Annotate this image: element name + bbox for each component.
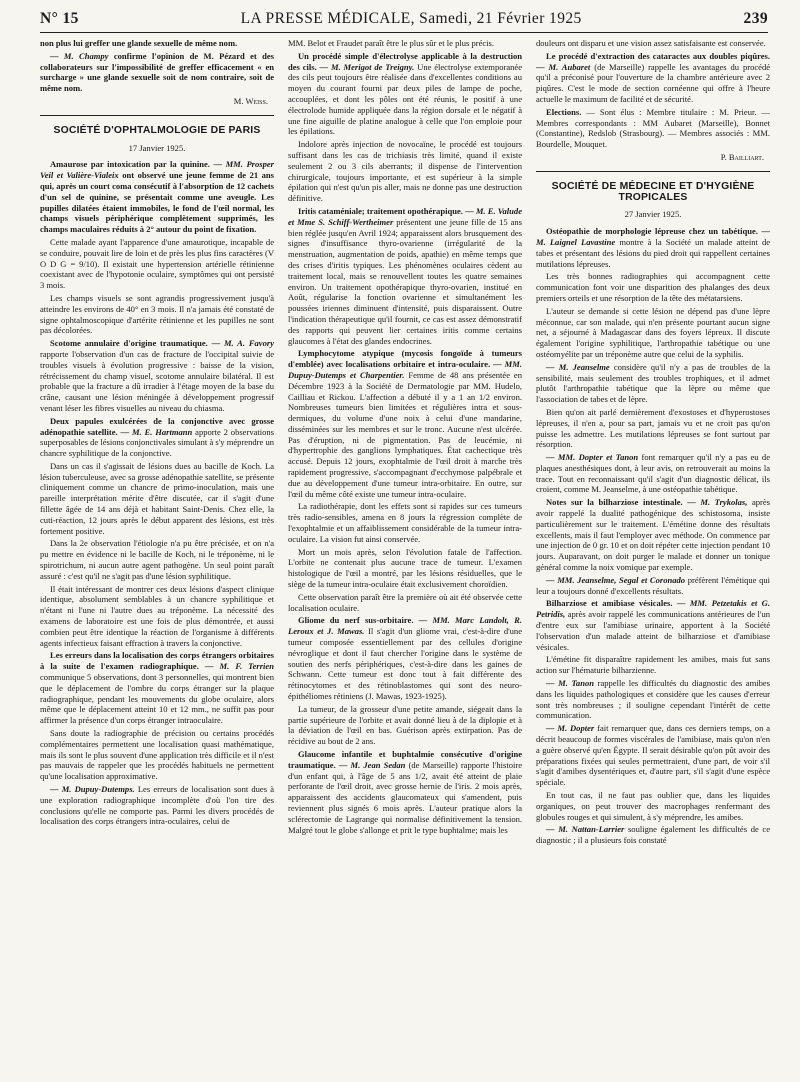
journal-title: LA PRESSE MÉDICALE, Samedi, 21 Février 1925	[240, 10, 582, 27]
paragraph: Cette observation paraît être la première où ait été observée cette localisation oculaire.	[288, 591, 522, 613]
paragraph: — MM. Dopter et Tanon font remarquer qu'il n'y a pas eu de plaques anesthésiques dont, à leur avis, on retrouverait au moins la trace. Tout en reconnaissant qu'il s'agit d'un diagnostic délicat, ils croient, comme M. Jeanselme, à une ostéopathie tabétique.	[536, 452, 770, 495]
paragraph: — M. Champy confirme l'opinion de M. Pézard et des collaborateurs sur l'impossibilité de greffer efficacement « en surcharge » une glande sexuelle soit de nom contraire, soit de même nom.	[40, 50, 274, 94]
section-divider	[40, 115, 274, 116]
section-title: SOCIÉTÉ D'OPHTALMOLOGIE DE PARIS	[53, 124, 261, 136]
paragraph: L'émétine fit disparaître rapidement les amibes, mais fut sans action sur l'hématurie bilharzienne.	[536, 654, 770, 676]
signature: P. Bailliart.	[720, 151, 764, 162]
section-date: 17 Janvier 1925.	[128, 142, 186, 153]
paragraph: L'auteur se demande si cette lésion ne dépend pas d'une lèpre méconnue, car son malade, qui n'en présente pourtant aucun signe net, a séjourné à Madagascar dans des foyers lépreux. Il discute également l'origine syphilitique, l'arthropathie tabétique ou une ostéomyélite par un tréponème autre que celui de la syphilis.	[536, 305, 770, 359]
paragraph: — M. Dopter fait remarquer que, dans ces derniers temps, on a décrit beaucoup de formes viscérales de l'amibiase, mais qu'on n'en a guère observé qu'en Égypte. Il serait désirable qu'on pût avoir des préparations fixées qui seules permettraient, d'une part, de voir s'il s'agit d'amibes dysentériques et, d'autre part, s'il s'agit d'une espèce spéciale.	[536, 723, 770, 788]
paragraph: Dans un cas il s'agissait de lésions dues au bacille de Koch. La lésion tuberculeuse, avec sa grosse adénopathie satellite, se présente cliniquement comme un chancre de primo-inoculation, mais une pareille interprétation mérite d'être discutée, car il s'agit d'une fillette âgée de 14 ans déjà et habitant Saint-Denis. Chez elle, la cuti-réaction, 12 jours après le début apparent des lésions, est très fortement positive.	[40, 460, 274, 536]
paragraph: Mort un mois après, selon l'évolution fatale de l'affection. L'orbite ne contenait plus aucune trace de tumeur. L'examen histologique de l'œil a montré, par les lésions résiduelles, que le siège de la tumeur intra-oculaire était exclusivement choroïdien.	[288, 546, 522, 590]
signature: M. Weiss.	[233, 95, 268, 106]
section-divider	[536, 171, 770, 172]
paragraph: En tout cas, il ne faut pas oublier que, dans les liquides organiques, on peut trouver des macrophages renfermant des globules rouges et qui simulent, à s'y méprendre, les amibes.	[536, 790, 770, 822]
paragraph: Lymphocytome atypique (mycosis fongoïde à tumeurs d'emblée) avec localisations orbitaire et intra-oculaire. — MM. Dupuy-Dutemps et Charpentier. Femme de 48 ans présentée en Décembre 1923 à la Société de Dermatologie par MM. Hudelo, Cailliau et Rickou. L'affection a débuté il y a 1 an 1/2 environ. Nombreuses tumeurs bien limitées et régulières intra et sous-dermiques, du volume d'une noix à celui d'une mandarine, disséminées sur les membres et sur le tronc. Aucune n'est ulcérée. Pas d'éruption, ni de pigmentation. Pas de leucémie, ni d'hypertrophie des ganglions lymphatiques. État cachectique très accusé. Depuis 12 jours, exophtalmie de l'œil droit à marche très rapidement progressive, s'accompagnant d'ecchymose palpébrale et due au développement d'une tumeur intra-orbitaire. En outre, sur l'œil du même côté existe une tumeur intra-oculaire.	[288, 348, 522, 499]
paragraph: MM. Belot et Fraudet paraît être le plus sûr et le plus précis.	[288, 38, 495, 48]
paragraph: Les très bonnes radiographies qui accompagnent cette communication font voir une disparition des phalanges des deux premiers orteils et une résorption de la tête des métatarsiens.	[536, 271, 770, 303]
paragraph: Sans doute la radiographie de précision ou certains procédés complémentaires permettent une localisation quasi mathématique, mais ils sont le plus souvent d'une application très difficile et il n'est pas mauvais de rappeler que les procédés habituels ne permettent qu'une localisation approximative.	[40, 728, 274, 782]
paragraph: Deux papules exulcérées de la conjonctive avec grosse adénopathie satellite. — M. E. Hartmann apporte 2 observations superposables de lésions conjonctivales simulant à s'y méprendre un chancre syphilitique de la conjonctive.	[40, 415, 274, 459]
paragraph: Elections. — Sont élus : Membre titulaire : M. Prieur. — Membres correspondants : MM Aubaret (Marseille), Bonnet (Constantine), Redslob (Strasbourg). — Membres associés : MM. Bourdelle, Mouquet.	[536, 106, 770, 150]
paragraph: — M. Dupuy-Dutemps. Les erreurs de localisation sont dues à une exploration radiographique incomplète d'où l'on tire des conclusions qu'elle ne comporte pas. Parmi les divers procédés de localisation des corps étrangers intra-oculaires, celui de	[40, 784, 274, 827]
paragraph: — MM. Jeanselme, Segal et Coronado préfèrent l'émétique qui leur a toujours donné d'excellents résultats.	[536, 574, 770, 596]
paragraph: Les erreurs dans la localisation des corps étrangers orbitaires à la suite de l'examen radiographique. — M. F. Terrien communique 5 observations, dont 3 personnelles, qui montrent bien que le déplacement de l'ombre du corps étranger sur la plaque radiographique, pendant les mouvements du globe oculaire, alors même que le déplacement atteint 10 et 12 mm., ne suffit pas pour affirmer la présence d'un corps étranger intraoculaire.	[40, 650, 274, 726]
paragraph: douleurs ont disparu et une vision assez satisfaisante est conservée.	[536, 38, 766, 48]
paragraph: La radiothérapie, dont les effets sont si rapides sur ces tumeurs très radio-sensibles, amena en 8 jours la régression complète de l'exophtalmie et un affaiblissement considérable de la tumeur intra-oculaire. La vision fut ainsi conservée.	[288, 501, 522, 544]
paragraph: Les champs visuels se sont agrandis progressivement jusqu'à atteindre les environs de 40° en 3 mois. Il n'a jamais été constaté de signe ophtalmoscopique d'artérite rétinienne et les pupilles ne sont pas décolorées.	[40, 292, 274, 336]
paragraph: Bilharziose et amibiase vésicales. — MM. Petzetakis et G. Petridis, après avoir rappelé les communications antérieures de l'un d'entre eux sur l'amibiase urinaire, apportent à la Société l'observation d'un malade atteint de bilharziose et d'amibiase vésicales.	[536, 598, 770, 652]
paragraph: Le procédé d'extraction des cataractes aux doubles piqûres. — M. Aubaret (de Marseille) rappelle les avantages du procédé qu'il a préconisé pour l'ouverture de la chambre antérieure avec 2 piqûres. C'est le mode de section cornéenne qui offre à l'heure actuelle le maximum de facilité et de sécurité.	[536, 50, 770, 104]
paragraph: Ostéopathie de morphologie lépreuse chez un tabétique. — M. Laignel Lavastine montre à la Société un malade atteint de tabes et présentant des lésions du pied droit qui rappellent certaines mutilations lépreuses.	[536, 226, 770, 269]
page-number: 239	[743, 10, 768, 27]
article-columns	[40, 38, 770, 1078]
paragraph: Cette malade ayant l'apparence d'une amaurotique, incapable de se conduire, pouvait lire de loin et de près les plus fins caractères (V O D G = 9/10). Il existait une hypertension artérielle rétinienne coexistant avec de l'hypotonie oculaire, symptômes qui ont persisté 3 mois.	[40, 236, 274, 291]
page-header	[40, 6, 768, 33]
paragraph: — M. Tanon rappelle les difficultés du diagnostic des amibes dans les liquides pathologiques et considère que les causes d'erreur sont très nombreuses ; il souligne cependant l'intérêt de cette communication.	[536, 678, 770, 721]
paragraph: Amaurose par intoxication par la quinine. — MM. Prosper Veil et Valière-Vialeix ont observé une jeune femme de 21 ans qui, après un court coma consécutif à l'absorption de 12 cachets d'un sel de quinine, se présentait comme une aveugle. Les pupilles dilatées étaient immobiles, le fond de l'œil normal, les champs visuels périphérique complètement supprimés, les champs maculaires réduits à 2° autour du point de fixation.	[40, 159, 274, 235]
paragraph: La tumeur, de la grosseur d'une petite amande, siégeait dans la partie supérieure de l'orbite et avait donné lieu à de la diplopie et à la déviation de l'œil en bas. Guérison après extirpation. Pas de récidive au bout de 2 ans.	[288, 703, 522, 747]
column-1	[40, 38, 274, 1078]
paragraph: Gliome du nerf sus-orbitaire. — MM. Marc Landolt, R. Leroux et J. Mawas. Il s'agit d'un gliome vrai, c'est-à-dire d'une tumeur composée essentiellement par des cellules d'origine névroglique et dont il faut chercher l'origine dans le système de soutien des nerfs périphériques, c'est-à-dire dans les gaines de Schwann. Cette tumeur est donc tout à fait différente des rétinocytomes et des rétinoblastomes qui sont des neuro-épithéliomes rétiniens (J. Mawas, 1923-1925).	[288, 615, 522, 702]
paragraph: Un procédé simple d'électrolyse applicable à la destruction des cils. — M. Merigot de Treigny. Une électrolyse extemporanée des cils peut toujours être réalisée dans d'excellentes conditions au moyen du courant fourni par deux piles de lampe de poche, accouplées, et dont les pôles ont été réunis, le positif à une électrolode humide appliquée dans la région dorsale et le négatif à une fine aiguille de platine analogue à celle que l'on emploie pour les épilations.	[288, 50, 522, 137]
paragraph: non plus lui greffer une glande sexuelle de même nom.	[40, 38, 238, 48]
paragraph: Glaucome infantile et buphtalmie consécutive d'origine traumatique. — M. Jean Sedan (de Marseille) rapporte l'histoire d'un enfant qui, à l'âge de 5 ans 1/2, avait été atteint de plaie perforante de l'œil droit, avec grosse hernie de l'iris. 2 mois après, apparaissent des accidents glaucomateux qui s'amendent, puis reviennent plus signés 6 mois après. L'auteur pratique alors la sclérectomie de Lagrange qui normalise définitivement la tension. Malgré tout le globe s'allonge et prit le type buphtalme; mais les	[288, 749, 522, 835]
paragraph: Scotome annulaire d'origine traumatique. — M. A. Favory rapporte l'observation d'un cas de fracture de l'occipital suivie de troubles visuels à évolution progressive : baisse de la vision, rétrécissement du champ visuel, scotome annulaire bilatéral. Il est probable que la fracture a dû irradier à l'étage moyen de la base du crâne, causant une lésion méningée à développement progressif venant léser les fibres visuelles au niveau du chiasma.	[40, 338, 274, 413]
paragraph: Indolore après injection de novocaïne, le procédé est toujours suffisant dans les cas de trichiasis très limité, quand il existe seulement 2 ou 3 cils aberrants; il dispense de l'intervention chirurgicale, toujours importante, et est supérieur à la simple épilation qui n'est qu'un pis aller, mais ne donne pas une destruction définitive.	[288, 139, 522, 204]
column-3	[536, 38, 770, 1078]
paragraph: Dans la 2e observation l'étiologie n'a pu être précisée, et on n'a pu mettre en évidence ni le bacille de Koch, ni le tréponème, ni le spirotrichum, ni aucun autre agent pathogène. Un seul point paraît assuré : c'est qu'il ne s'agit pas d'une lésion syphilitique.	[40, 538, 274, 581]
section-title: SOCIÉTÉ DE MÉDECINE ET D'HYGIÈNE TROPICALES	[551, 180, 755, 203]
paragraph: Iritis cataméniale; traitement opothérapique. — M. E. Valude et Mme S. Schiff-Wertheimer présentent une jeune fille de 15 ans bien réglée jusqu'en Avril 1924; apparaissent alors brusquement des signes d'insuffisance thyro-ovarienne (irrégularité de la menstruation, augmentation de poids, apathie) en même temps que des crises d'iritis typiques. Les phénomènes oculaires cèdent au traitement local, mais se renouvellent toutes les quatre semaines environ. Un traitement opothérapique thyro-ovarien, institué en Août, régularise la fonction ovarienne et simultanément les poussées iriennes diminuent d'intensité, puis disparaissent. Outre l'indication thérapeutique qu'il fournit, ce cas est assez démonstratif des rapports qui peuvent lier certaines iritis comme certains glaucomes à l'état des glandes endocrines.	[288, 205, 522, 346]
column-2	[288, 38, 522, 1078]
paragraph: Bien qu'on ait parlé dernièrement d'exostoses et d'hyperostoses lépreuses, il n'en a, pour sa part, jamais vu et ne croit pas qu'on puisse les admettre. Les mutilations lépreuses se font surtout par résorption.	[536, 406, 770, 450]
paragraph: — M. Jeanselme considère qu'il n'y a pas de troubles de la sensibilité, mais seulement des troubles trophiques, et il admet plutôt l'arthropathie tabétique que la lèpre ou même que l'association de tabes et de lèpre.	[536, 361, 770, 405]
section-date: 27 Janvier 1925.	[624, 209, 682, 220]
paragraph: — M. Nattan-Larrier souligne également les difficultés de ce diagnostic ; il a plusieurs fois constaté	[536, 824, 770, 846]
paragraph: Notes sur la bilharziose intestinale. — M. Trykolas, après avoir rappelé la dualité pathogénique des schistosoma, insiste particulièrement sur le traitement. L'émétine donne des résultats excellents, mais il faut l'employer avec méthode. On commence par une injection de 0 gr. 10 et on doit répéter cette injection pendant 10 jours. Auparavant, on doit purger le malade et donner un tonique général comme la noix vomique par exemple.	[536, 497, 770, 573]
issue-number: N° 15	[40, 10, 79, 27]
paragraph: Il était intéressant de montrer ces deux lésions d'aspect clinique identique, absolument semblables à un chancre syphilitique et n'étant ni l'une ni l'autre dues au tréponème. La nécessité des examens de laboratoire est une fois de plus démontrée, et aussi combien peut être identique la réaction de l'organisme à différents agents infectieux faisant effraction à travers la conjonctive.	[40, 583, 274, 648]
